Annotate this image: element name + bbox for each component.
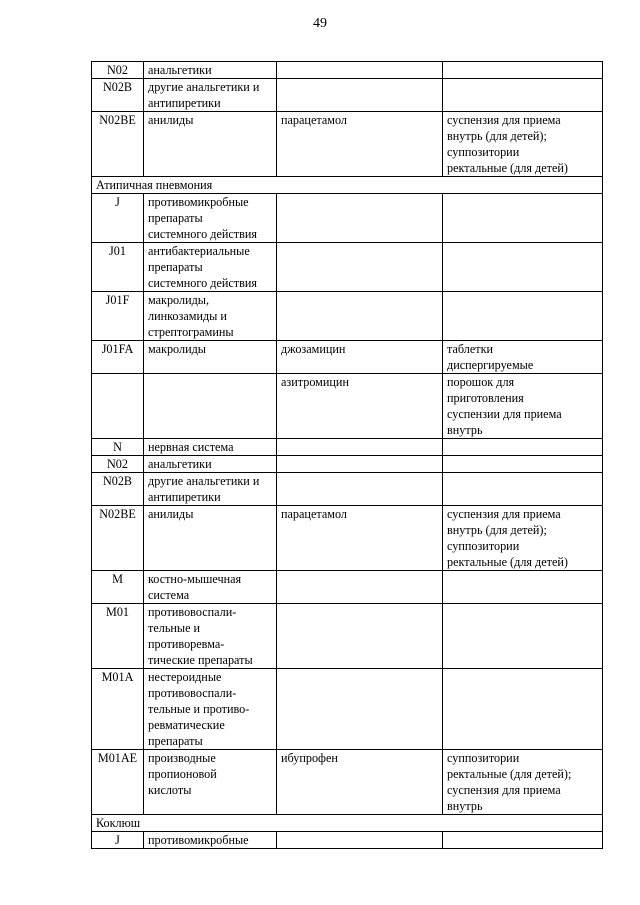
dosage-form-cell xyxy=(443,571,603,604)
group-name-cell: анилиды xyxy=(144,506,277,571)
table-row xyxy=(92,341,603,374)
group-name-cell: противомикробные xyxy=(144,832,277,849)
drug-name-cell: парацетамол xyxy=(277,112,443,177)
dosage-form-cell xyxy=(443,669,603,750)
table-row xyxy=(92,571,603,604)
drug-name-cell: джозамицин xyxy=(277,341,443,374)
atc-code-cell: M01A xyxy=(92,669,144,750)
group-name-cell: нервная система xyxy=(144,439,277,456)
drug-name-cell xyxy=(277,243,443,292)
dosage-form-cell xyxy=(443,62,603,79)
table-row xyxy=(92,62,603,79)
group-name-cell: противомикробные препараты системного действия xyxy=(144,194,277,243)
table-row xyxy=(92,112,603,177)
drug-name-cell: парацетамол xyxy=(277,506,443,571)
dosage-form-cell xyxy=(443,292,603,341)
section-row xyxy=(92,177,603,194)
table-row xyxy=(92,456,603,473)
medication-table xyxy=(91,61,603,849)
section-row xyxy=(92,815,603,832)
atc-code-cell: J xyxy=(92,194,144,243)
table-row xyxy=(92,439,603,456)
group-name-cell: нестероидные противовоспали- тельные и противо- ревматические препараты xyxy=(144,669,277,750)
atc-code-cell: N02 xyxy=(92,62,144,79)
table-row xyxy=(92,473,603,506)
group-name-cell: макролиды xyxy=(144,341,277,374)
dosage-form-cell: таблетки диспергируемые xyxy=(443,341,603,374)
page-number: 49 xyxy=(313,16,327,31)
dosage-form-cell xyxy=(443,243,603,292)
drug-name-cell xyxy=(277,571,443,604)
dosage-form-cell xyxy=(443,456,603,473)
table-body xyxy=(92,62,603,849)
atc-code-cell xyxy=(92,374,144,439)
atc-code-cell: M01 xyxy=(92,604,144,669)
group-name-cell: макролиды, линкозамиды и стрептограмины xyxy=(144,292,277,341)
drug-name-cell xyxy=(277,292,443,341)
table-row xyxy=(92,243,603,292)
atc-code-cell: N02B xyxy=(92,473,144,506)
drug-name-cell xyxy=(277,79,443,112)
group-name-cell: другие анальгетики и антипиретики xyxy=(144,79,277,112)
table-row xyxy=(92,750,603,815)
dosage-form-cell: суспензия для приема внутрь (для детей); суппозитории ректальные (для детей) xyxy=(443,506,603,571)
drug-name-cell xyxy=(277,62,443,79)
drug-name-cell xyxy=(277,456,443,473)
group-name-cell: костно-мышечная система xyxy=(144,571,277,604)
dosage-form-cell xyxy=(443,832,603,849)
group-name-cell xyxy=(144,374,277,439)
atc-code-cell: N02 xyxy=(92,456,144,473)
group-name-cell: другие анальгетики и антипиретики xyxy=(144,473,277,506)
atc-code-cell: J xyxy=(92,832,144,849)
drug-name-cell xyxy=(277,439,443,456)
table-row xyxy=(92,506,603,571)
dosage-form-cell xyxy=(443,194,603,243)
table-row xyxy=(92,669,603,750)
group-name-cell: противовоспали- тельные и противоревма- тические препараты xyxy=(144,604,277,669)
group-name-cell: анилиды xyxy=(144,112,277,177)
dosage-form-cell: порошок для приготовления суспензии для приема внутрь xyxy=(443,374,603,439)
drug-name-cell xyxy=(277,832,443,849)
section-title: Атипичная пневмония xyxy=(92,177,603,194)
atc-code-cell: N xyxy=(92,439,144,456)
atc-code-cell: N02B xyxy=(92,79,144,112)
dosage-form-cell: суспензия для приема внутрь (для детей); суппозитории ректальные (для детей) xyxy=(443,112,603,177)
drug-name-cell xyxy=(277,473,443,506)
table-row xyxy=(92,604,603,669)
section-title: Коклюш xyxy=(92,815,603,832)
table-row xyxy=(92,374,603,439)
dosage-form-cell xyxy=(443,79,603,112)
table-row xyxy=(92,79,603,112)
dosage-form-cell xyxy=(443,604,603,669)
table-row xyxy=(92,194,603,243)
drug-name-cell xyxy=(277,194,443,243)
dosage-form-cell: суппозитории ректальные (для детей); суспензия для приема внутрь xyxy=(443,750,603,815)
dosage-form-cell xyxy=(443,473,603,506)
table-row xyxy=(92,832,603,849)
atc-code-cell: J01 xyxy=(92,243,144,292)
drug-name-cell xyxy=(277,604,443,669)
group-name-cell: анальгетики xyxy=(144,456,277,473)
drug-name-cell: ибупрофен xyxy=(277,750,443,815)
dosage-form-cell xyxy=(443,439,603,456)
table-row xyxy=(92,292,603,341)
group-name-cell: анальгетики xyxy=(144,62,277,79)
atc-code-cell: N02BE xyxy=(92,112,144,177)
atc-code-cell: J01FA xyxy=(92,341,144,374)
drug-name-cell xyxy=(277,669,443,750)
atc-code-cell: N02BE xyxy=(92,506,144,571)
atc-code-cell: M xyxy=(92,571,144,604)
group-name-cell: производные пропионовой кислоты xyxy=(144,750,277,815)
atc-code-cell: J01F xyxy=(92,292,144,341)
atc-code-cell: M01AE xyxy=(92,750,144,815)
group-name-cell: антибактериальные препараты системного действия xyxy=(144,243,277,292)
drug-name-cell: азитромицин xyxy=(277,374,443,439)
